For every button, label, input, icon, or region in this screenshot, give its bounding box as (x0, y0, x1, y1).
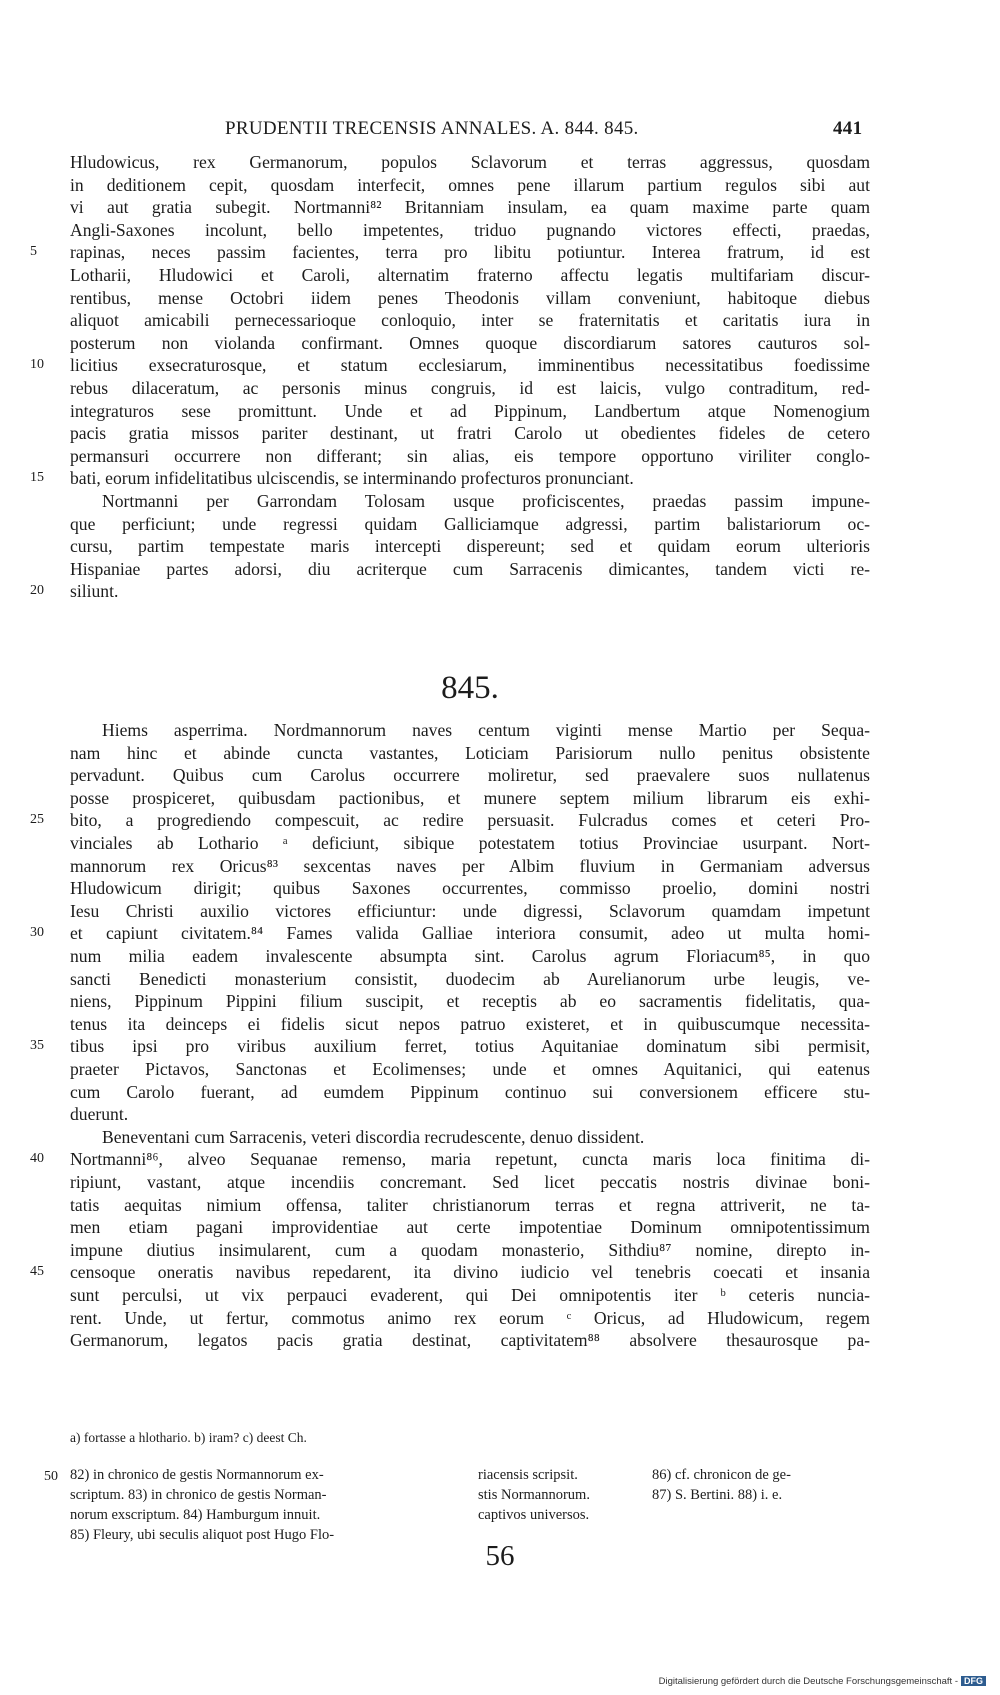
footnote-line: captivos universos. (478, 1507, 590, 1523)
footnote-column-1 (70, 1465, 334, 1545)
text-line: Lotharii, Hludowici et Caroli, alternatim fraterno affectu legatis multifariam discur- (70, 265, 870, 285)
text-line: men etiam pagani improvidentiae aut certe impotentiae Dominum omnipotentissimum (70, 1217, 870, 1238)
line-number: 15 (30, 470, 44, 486)
text-line: posterum non violanda confirmant. Omnes quoque discordiarum satores cauturos sol- (70, 332, 870, 353)
text-line: Hludowicum dirigit; quibus Saxones occurrentes, commisso proelio, domini nostri (70, 878, 870, 899)
text-line: in deditionem cepit, quosdam interfecit, omnes pene illarum partium regulos sibi aut (70, 174, 870, 195)
text-line: ripiunt, vastant, atque incendiis concremant. Sed licet peccatis nostris divinae boni- (70, 1172, 870, 1192)
text-line: cum Carolo fuerant, ad eumdem Pippinum continuo sui conversionem efficere stu- (70, 1081, 870, 1102)
line-number: 5 (30, 244, 37, 260)
text-line: Germanorum, legatos pacis gratia destinat, captivitatem⁸⁸ absolvere thesaurosque pa- (70, 1330, 870, 1351)
page-number: 441 (833, 118, 863, 139)
text-line: mannorum rex Oricus⁸³ sexcentas naves per Albim fluvium in Germaniam adversus (70, 855, 870, 876)
text-line: pervadunt. Quibus cum Carolus occurrere moliretur, sed praevalere suos nullatenus (70, 765, 870, 786)
text-line: Nortmanni⁸⁶, alveo Sequanae remenso, maria repetunt, cuncta maris loca finitima di- (70, 1149, 870, 1170)
text-line: siliunt. (70, 581, 119, 602)
text-line: praeter Pictavos, Sanctonas et Ecolimenses; unde et omnes Aquitanici, qui eatenus (70, 1059, 870, 1079)
signature-number: 56 (485, 1540, 515, 1572)
footnote-line-number: 50 (44, 1469, 58, 1484)
footnote-line: 87) S. Bertini. 88) i. e. (652, 1487, 783, 1503)
text-line: rapinas, neces passim facientes, terra pro libitu potiuntur. Interea fratrum, id est (70, 242, 870, 263)
footnote-line: 85) Fleury, ubi seculis aliquot post Hugo Flo- (70, 1527, 335, 1543)
digitization-credit (659, 1676, 986, 1687)
credit-text: Digitalisierung gefördert durch die Deutsche Forschungsgemeinschaft - (658, 1676, 958, 1687)
text-line: num milia eadem invalescente absumpta sint. Carolus agrum Floriacum⁸⁵, in quo (70, 946, 870, 966)
dfg-logo: DFG (961, 1676, 986, 1686)
text-line: Hludowicus, rex Germanorum, populos Sclavorum et terras aggressus, quosdam (70, 152, 870, 172)
text-line: niens, Pippinum Pippini filium suscipit, et receptis ab eo sacramentis fidelitatis, qua- (70, 991, 870, 1012)
text-line: nam hinc et abinde cuncta vastantes, Loticiam Parisiorum nullo penitus obsistente (70, 742, 870, 763)
text-line: integraturos sese promittunt. Unde et ad Pippinum, Landbertum atque Nomenogium (70, 400, 870, 421)
footnote-line: norum exscriptum. 84) Hamburgum innuit. (70, 1507, 321, 1523)
text-line: tenus ita deinceps ei fidelis sicut nepos patruo existeret, et in quibuscumque necessita- (70, 1013, 870, 1034)
text-line: sancti Benedicti monasterium consistit, duodecim ab Aurelianorum urbe leugis, ve- (70, 968, 870, 989)
footnote-column-3 (652, 1465, 791, 1505)
text-line: aliquot amicabili pernecessarioque conloquio, inter se fraternitatis et caritatis iura in (70, 310, 870, 331)
text-line: duerunt. (70, 1104, 129, 1125)
line-number: 40 (30, 1151, 44, 1167)
text-line: vi aut gratia subegit. Nortmanni⁸² Britanniam insulam, ea quam maxime parte quam (70, 197, 870, 218)
text-line: vinciales ab Lothario ᵃ deficiunt, sibique potestatem totius Provinciae usurpant. Nort- (70, 833, 870, 853)
year-heading: 845. (441, 670, 499, 706)
line-number: 30 (30, 925, 44, 941)
line-number: 10 (30, 357, 44, 373)
text-line: et capiunt civitatem.⁸⁴ Fames valida Galliae interiora consumit, adeo ut multa homi- (70, 923, 870, 944)
text-line: pacis gratia missos pariter destinant, ut fratri Carolo ut obedientes fideles de cetero (70, 423, 870, 444)
footnote-line: 82) in chronico de gestis Normannorum ex- (70, 1467, 324, 1483)
text-line: posse prospiceret, quibusdam pactionibus, et munere septem milium librarum eis exhi- (70, 787, 870, 808)
line-number: 25 (30, 812, 44, 828)
text-line: Angli-Saxones incolunt, bello impetentes, triduo pugnando victores effecti, praedas, (70, 219, 870, 240)
text-line: Hispaniae partes adorsi, diu acriterque cum Sarracenis dimicantes, tandem victi re- (70, 558, 870, 579)
text-line: sunt perculsi, ut vix perpauci evaderent, qui Dei omnipotentis iter ᵇ ceteris nuncia- (70, 1285, 870, 1305)
footnote-column-2 (478, 1465, 590, 1525)
footnote-line: riacensis scripsit. (478, 1467, 578, 1483)
text-line: licitius exsecraturosque, et statum ecclesiarum, imminentibus necessitatibus foedissime (70, 355, 870, 376)
text-line: permansuri occurrere non differant; sin alias, eis tempore opportuno viriliter conglo- (70, 445, 870, 466)
text-line: rebus dilaceratum, ac personis minus congruis, id est laicis, vulgo contraditum, red- (70, 378, 870, 398)
text-line: tibus ipsi pro viribus auxilium ferret, totius Aquitaniae dominatum sibi permisit, (70, 1036, 870, 1057)
line-number: 20 (30, 583, 44, 599)
text-line: Nortmanni per Garrondam Tolosam usque proficiscentes, praedas passim impune- (102, 491, 870, 511)
text-line: Beneventani cum Sarracenis, veteri discordia recrudescente, denuo dissident. (102, 1126, 645, 1147)
text-line: bati, eorum infidelitatibus ulciscendis, se interminando profecturos pronunciant. (70, 468, 634, 489)
textual-footnotes: a) fortasse a hlothario. b) iram? c) deest Ch. (70, 1430, 307, 1445)
text-line: rentibus, mense Octobri iidem penes Theodonis villam conveniunt, habitoque diebus (70, 287, 870, 308)
text-line: Iesu Christi auxilio victores efficiuntur: unde digressi, Sclavorum quamdam impetunt (70, 900, 870, 921)
text-line: bito, a progrediendo compescuit, ac redire persuasit. Fulcradus comes et ceteri Pro- (70, 810, 870, 831)
text-line: tatis aequitas nimium offensa, taliter christianorum terras et regna attriverit, ne ta- (70, 1194, 870, 1215)
line-number: 45 (30, 1264, 44, 1280)
line-number: 35 (30, 1038, 44, 1054)
text-line: rent. Unde, ut fertur, commotus animo rex eorum ᶜ Oricus, ad Hludowicum, regem (70, 1307, 870, 1328)
running-title: PRUDENTII TRECENSIS ANNALES. A. 844. 845. (225, 118, 639, 139)
text-line: Hiems asperrima. Nordmannorum naves centum viginti mense Martio per Sequa- (102, 720, 870, 740)
footnote-line: stis Normannorum. (478, 1487, 590, 1503)
text-line: censoque oneratis navibus repedarent, ita divino iudicio vel tenebris coecati et insania (70, 1262, 870, 1283)
text-line: que perficiunt; unde regressi quidam Galliciamque adgressi, partim balistariorum oc- (70, 513, 870, 534)
footnote-line: 86) cf. chronicon de ge- (652, 1467, 791, 1483)
text-line: impune diutius insimularent, cum a quodam monasterio, Sithdiu⁸⁷ nomine, direpto in- (70, 1239, 870, 1260)
footnote-line: scriptum. 83) in chronico de gestis Norman- (70, 1487, 327, 1503)
text-line: cursu, partim tempestate maris intercepti dispereunt; sed et quidam eorum ulterioris (70, 536, 870, 557)
